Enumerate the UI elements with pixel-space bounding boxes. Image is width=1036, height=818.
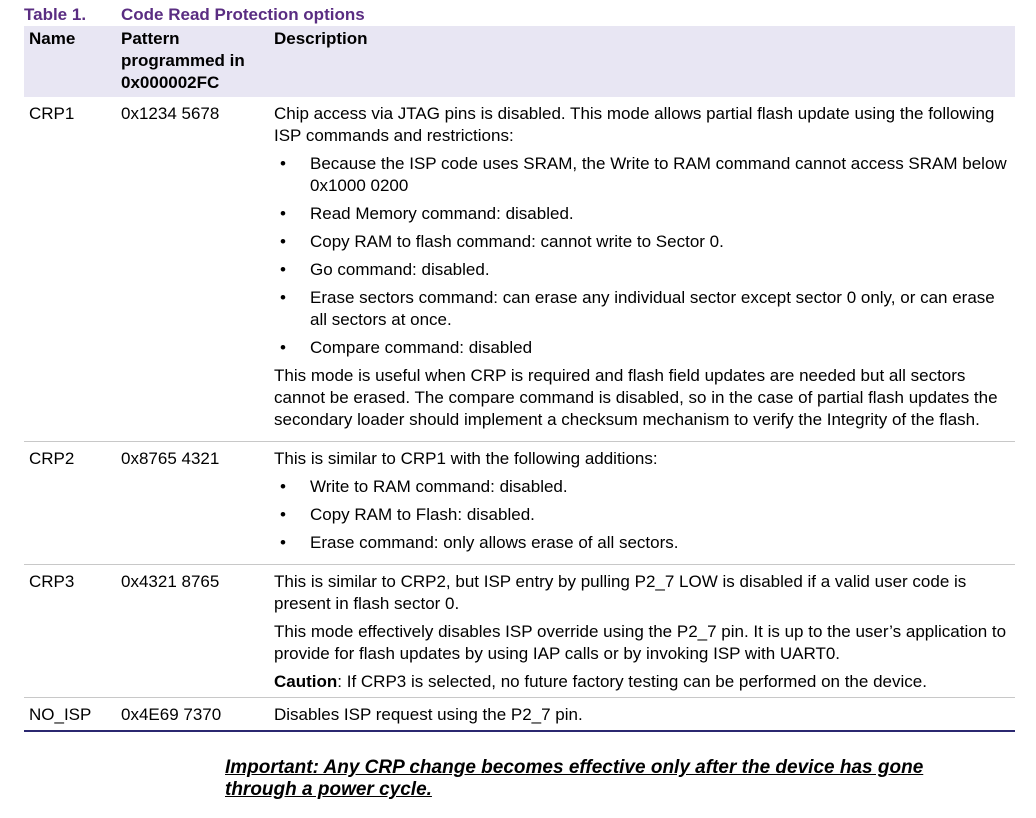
list-item-text: Copy RAM to Flash: disabled. bbox=[310, 505, 535, 524]
table-header-row bbox=[24, 26, 1015, 97]
caution-label: Caution bbox=[274, 672, 338, 691]
header-name: Name bbox=[29, 29, 76, 48]
list-item-text: Because the ISP code uses SRAM, the Write to RAM command cannot access SRAM below 0x1000 0200 bbox=[310, 154, 1007, 195]
bullet-icon: • bbox=[280, 505, 286, 524]
caution-text: : If CRP3 is selected, no future factory testing can be performed on the device. bbox=[337, 672, 927, 691]
list-item-text: Go command: disabled. bbox=[310, 260, 490, 279]
table-row bbox=[24, 565, 1015, 698]
bullet-icon: • bbox=[280, 260, 286, 279]
bullet-icon: • bbox=[280, 154, 286, 173]
list-item bbox=[274, 287, 1010, 331]
table-title: Code Read Protection options bbox=[121, 5, 365, 24]
description-paragraph: This mode effectively disables ISP override using the P2_7 pin. It is up to the user’s application to provide for flash updates by using IAP calls or by invoking ISP with UART0. bbox=[274, 622, 1007, 663]
row-name: CRP1 bbox=[29, 104, 75, 123]
crp-options-table bbox=[24, 26, 1015, 732]
list-item-text: Erase sectors command: can erase any individual sector except sector 0 only, or can erase all sectors at once. bbox=[310, 288, 995, 329]
bullet-icon: • bbox=[280, 288, 286, 307]
list-item bbox=[274, 231, 1010, 253]
row-name: CRP3 bbox=[29, 572, 75, 591]
list-item-text: Write to RAM command: disabled. bbox=[310, 477, 568, 496]
list-item bbox=[274, 532, 1010, 554]
table-row bbox=[24, 442, 1015, 565]
header-description: Description bbox=[274, 29, 368, 48]
description-paragraph: This is similar to CRP2, but ISP entry by pulling P2_7 LOW is disabled if a valid user code is present in flash sector 0. bbox=[274, 572, 967, 613]
list-item bbox=[274, 337, 1010, 359]
bullet-list bbox=[274, 153, 1010, 359]
bullet-icon: • bbox=[280, 533, 286, 552]
row-pattern: 0x1234 5678 bbox=[121, 104, 220, 123]
list-item bbox=[274, 476, 1010, 498]
table-row bbox=[24, 97, 1015, 442]
important-note: Important: Any CRP change becomes effective only after the device has gone through a power cycle. bbox=[225, 757, 924, 800]
row-description bbox=[269, 565, 1015, 698]
row-pattern: 0x4E69 7370 bbox=[121, 705, 222, 724]
table-number: Table 1. bbox=[24, 5, 87, 24]
caution-note bbox=[274, 671, 1010, 693]
bullet-icon: • bbox=[280, 338, 286, 357]
list-item-text: Compare command: disabled bbox=[310, 338, 533, 357]
list-item bbox=[274, 153, 1010, 197]
description-outro: This mode is useful when CRP is required and flash field updates are needed but all sectors cannot be erased. The compare command is disabled, so in the case of partial flash updates the secondary loader should implement a checksum mechanism to verify the Integrity of the flash. bbox=[274, 366, 998, 429]
list-item-text: Read Memory command: disabled. bbox=[310, 204, 574, 223]
row-pattern: 0x4321 8765 bbox=[121, 572, 220, 591]
description-intro: Chip access via JTAG pins is disabled. This mode allows partial flash update using the following ISP commands and restrictions: bbox=[274, 104, 995, 145]
table-row bbox=[24, 698, 1015, 732]
row-description: Disables ISP request using the P2_7 pin. bbox=[274, 705, 583, 724]
bullet-list bbox=[274, 476, 1010, 554]
row-description bbox=[269, 442, 1015, 565]
bullet-icon: • bbox=[280, 477, 286, 496]
row-pattern: 0x8765 4321 bbox=[121, 449, 220, 468]
list-item-text: Erase command: only allows erase of all sectors. bbox=[310, 533, 679, 552]
row-name: CRP2 bbox=[29, 449, 75, 468]
header-pattern: Pattern programmed in 0x000002FC bbox=[121, 29, 245, 92]
row-name: NO_ISP bbox=[29, 705, 92, 724]
bullet-icon: • bbox=[280, 232, 286, 251]
bullet-icon: • bbox=[280, 204, 286, 223]
list-item-text: Copy RAM to flash command: cannot write to Sector 0. bbox=[310, 232, 724, 251]
list-item bbox=[274, 504, 1010, 526]
list-item bbox=[274, 259, 1010, 281]
description-intro: This is similar to CRP1 with the following additions: bbox=[274, 449, 658, 468]
list-item bbox=[274, 203, 1010, 225]
table-caption bbox=[24, 4, 365, 26]
row-description bbox=[269, 97, 1015, 442]
